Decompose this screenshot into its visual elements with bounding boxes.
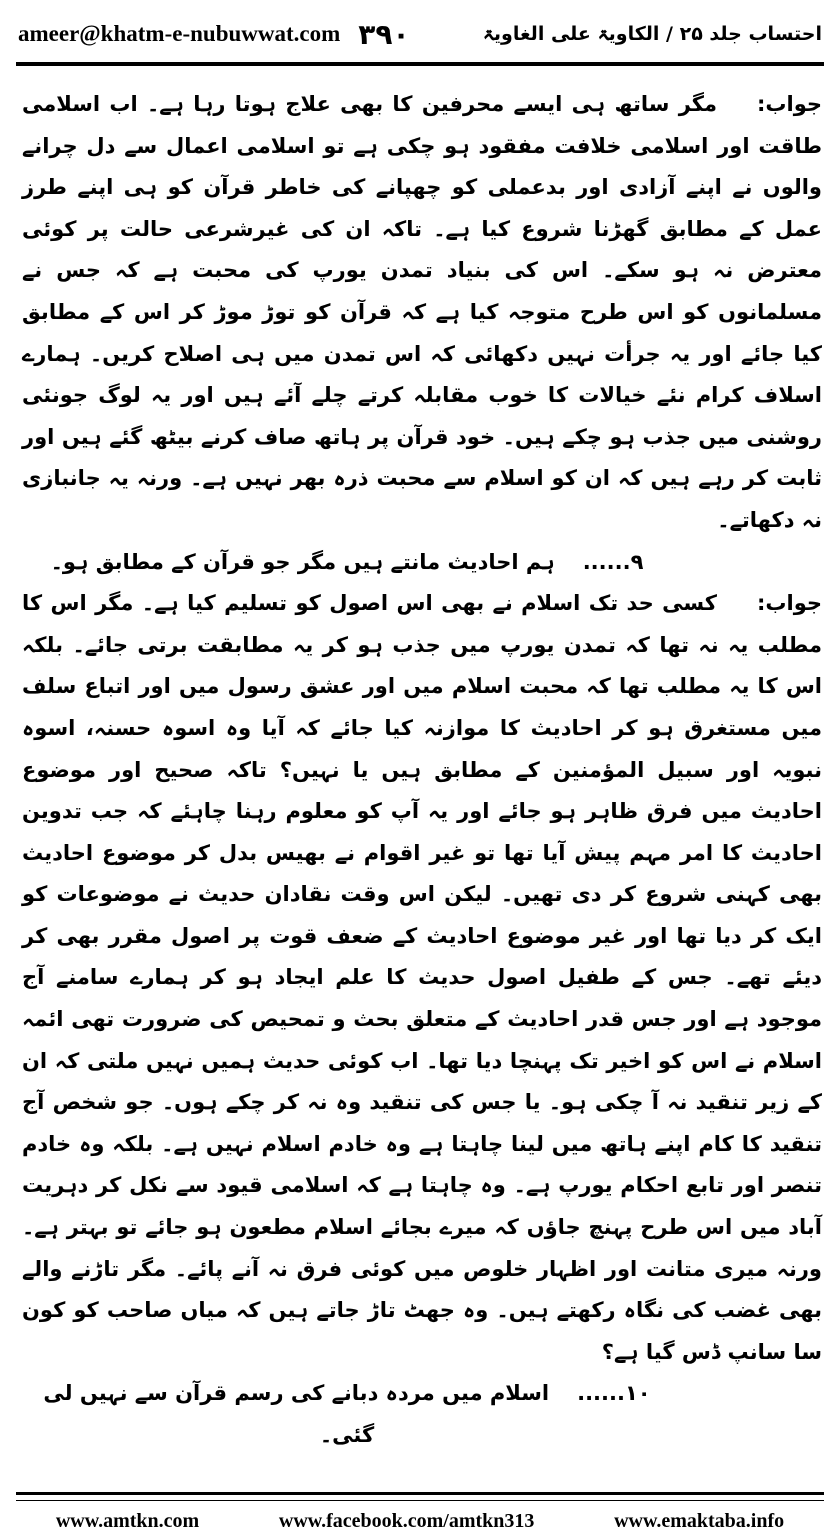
header-email[interactable]: ameer@khatm-e-nubuwwat.com [18,21,341,46]
question-number: ۱۰...... [577,1381,651,1406]
answer-label: جواب: [757,591,822,616]
question-10 [22,1373,822,1456]
question-number: ۹...... [582,549,644,574]
page-number: ۳۹۰ [358,17,410,51]
footer-link-amtkn[interactable]: www.amtkn.com [55,1509,200,1532]
paragraph-text: مگر ساتھ ہی ایسے محرفین کا بھی علاج ہوتا رہا ہے۔ اب اسلامی طاقت اور اسلامی خلافت مفقود ہو چکی ہے تو اسلامی اعمال سے دل چرانے والوں نے اپنے آزادی اور بدعملی کو چھپانے کی خاطر قرآن کو ہی اپنے طرز عمل کے مطابق گھڑنا شروع کیا ہے۔ تاکہ ان کی غیرشرعی حالت پر کوئی معترض نہ ہو سکے۔ اس کی بنیاد تمدن یورپ کی محبت ہے کہ جس نے مسلمانوں کو اس طرح متوجہ کیا ہے کہ قرآن کو توڑ موڑ کر اس کے مطابق کیا جائے اور یہ جرأت نہیں دکھائی کہ اس تمدن میں ہی اصلاح کریں۔ ہمارے اسلاف کرام نئے خیالات کا خوب مقابلہ کرتے چلے آئے ہیں اور یہ لوگ جونئی روشنی میں جذب ہو چکے ہیں۔ خود قرآن پر ہاتھ صاف کرنے بیٹھ گئے ہیں اور ثابت کر رہے ہیں کہ ان کو اسلام سے محبت ذرہ بھر نہیں ہے۔ ورنہ یہ جانبازی نہ دکھاتے۔ [22,92,822,532]
question-text: ہم احادیث مانتے ہیں مگر جو قرآن کے مطابق ہو۔ [50,549,555,574]
question-9 [22,542,822,584]
page-footer [16,1506,824,1536]
footer-rule-thin [16,1500,824,1501]
question-text: اسلام میں مردہ دبانے کی رسم قرآن سے نہیں لی گئی۔ [43,1381,550,1447]
answer-paragraph-1 [22,84,822,542]
book-title: احتساب جلد ۲۵ / الکاویۃ علی الغاویۃ [482,23,822,45]
answer-paragraph-2 [22,583,822,1373]
page-body [22,84,822,1456]
footer-link-emaktaba[interactable]: www.emaktaba.info [614,1509,785,1532]
page-header [18,12,822,56]
footer-rule [16,1492,824,1495]
footer-link-facebook[interactable]: www.facebook.com/amtkn313 [278,1509,535,1532]
header-rule [16,62,824,66]
paragraph-text: کسی حد تک اسلام نے بھی اس اصول کو تسلیم کیا ہے۔ مگر اس کا مطلب یہ نہ تھا کہ تمدن یورپ میں جذب ہو کر یہ مطابقت برتی جائے۔ بلکہ اس کا یہ مطلب تھا کہ محبت اسلام میں اور عشق رسول میں اور اتباع سلف میں مستغرق ہو کر احادیث کا موازنہ کیا جائے کہ آیا وہ اسوہ حسنہ، اسوہ نبویہ اور سبیل المؤمنین کے مطابق ہیں یا نہیں؟ تاکہ صحیح اور موضوع احادیث میں فرق ظاہر ہو جائے اور یہ آپ کو معلوم رہنا چاہئے کہ جب تدوین احادیث کا امر مہم پیش آیا تھا تو غیر اقوام نے بھیس بدل کر موضوع احادیث بھی کہنی شروع کر دی تھیں۔ لیکن اس وقت نقادان حدیث نے موضوعات کو ایک کر دیا تھا اور غیر موضوع احادیث کے ضعف قوت پر اصول مقرر بھی کر دیئے تھے۔ جس کے طفیل اصول حدیث کا علم ایجاد ہو کر ہمارے سامنے آج موجود ہے اور جس قدر احادیث کے متعلق بحث و تمحیص کی ضرورت تھی ائمہ اسلام نے اس کو اخیر تک پہنچا دیا تھا۔ اب کوئی حدیث ہمیں نہیں ملتی کہ ان کے زیر تنقید نہ آ چکی ہو۔ یا جس کی تنقید وہ نہ کر چکے ہوں۔ جو شخص آج تنقید کا کام اپنے ہاتھ میں لینا چاہتا ہے وہ خادم اسلام نہیں ہے۔ بلکہ وہ خادم تنصر اور تابع احکام یورپ ہے۔ وہ چاہتا ہے کہ اسلامی قیود سے نکل کر دہریت آباد میں اس طرح پہنچ جاؤں کہ میرے بجائے اسلام مطعون ہو جائے تو بہتر ہے۔ ورنہ میری متانت اور اظہار خلوص میں کوئی فرق نہ آنے پائے۔ مگر تاڑنے والے بھی غضب کی نگاہ رکھتے ہیں۔ وہ جھٹ تاڑ جاتے ہیں کہ میاں صاحب کو کون سا سانپ ڈس گیا ہے؟ [22,591,822,1364]
header-left [18,18,410,51]
answer-label: جواب: [757,92,822,116]
